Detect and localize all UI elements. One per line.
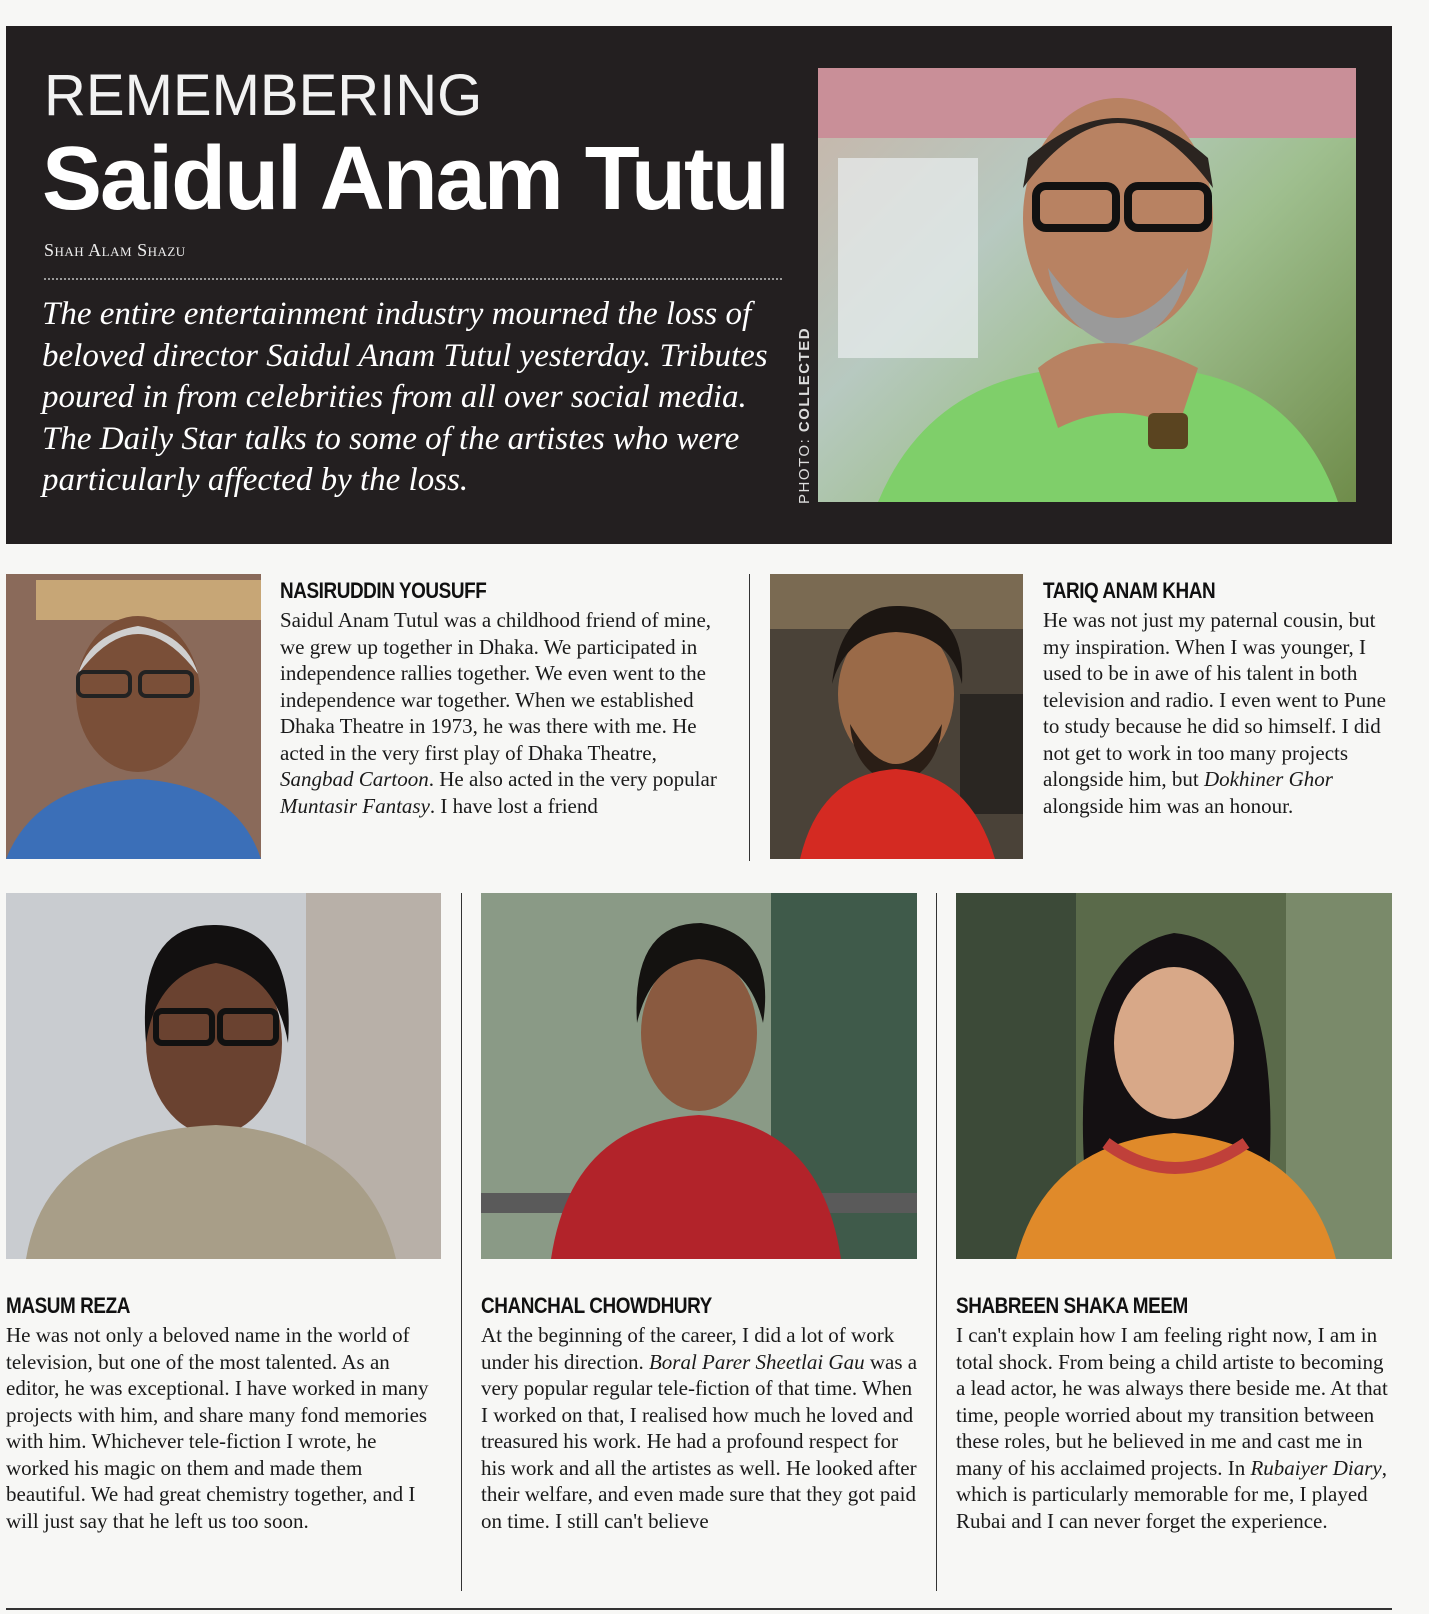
kicker: REMEMBERING (44, 63, 483, 128)
quote-text: was a very popular regular tele-fiction of that time. When I worked on that, I realised how much he loved and treasured his work. He had a profound respect for his work and all the artistes as well. He looked after their welfare, and even made sure that they got paid on time. I still can't believe (481, 1349, 918, 1533)
quote-text: I can't explain how I am feeling right now, I am in total shock. From being a child artiste to becoming a lead actor, he was always there beside me. At that time, people worried about my transition between these roles, but he believed in me and cast me in many of his acclaimed projects. In (956, 1323, 1388, 1480)
dotted-divider (44, 278, 782, 280)
portrait-illustration (956, 893, 1392, 1259)
tribute-quote (280, 607, 732, 819)
quote-text: At the beginning of the career, I did a lot of work under his direction. (481, 1323, 895, 1374)
tribute-quote (1043, 607, 1393, 819)
column-divider (461, 893, 462, 1591)
tribute-name: SHABREEN SHAKA MEEM (956, 1293, 1188, 1318)
portrait-illustration (818, 68, 1356, 502)
tribute-name: TARIQ ANAM KHAN (1043, 578, 1216, 603)
quote-text: . He also acted in the very popular (428, 767, 717, 791)
hero-portrait-photo (818, 68, 1356, 502)
portrait-illustration (770, 574, 1023, 859)
work-title: Muntasir Fantasy (280, 793, 430, 818)
bottom-rule (6, 1608, 1392, 1610)
tribute-quote (481, 1322, 923, 1534)
work-title: Rubaiyer Diary (1250, 1455, 1382, 1480)
tribute-name: NASIRUDDIN YOUSUFF (280, 578, 487, 603)
photo-credit-source: COLLECTED (796, 326, 813, 433)
portrait-photo-nasiruddin-yousuff (6, 574, 261, 859)
work-title: Dokhiner Ghor (1204, 767, 1333, 791)
headline: Saidul Anam Tutul (42, 129, 788, 229)
quote-text: Saidul Anam Tutul was a childhood friend of mine, we grew up together in Dhaka. We participated in independence rallies together. We even went to the independence war together. When we established Dhaka Theatre in 1973, he was there with me. He acted in the very first play of Dhaka Theatre, (280, 608, 712, 765)
portrait-photo-masum-reza (6, 893, 441, 1259)
tribute-quote (6, 1322, 444, 1534)
photo-credit (796, 327, 813, 504)
work-title: Sangbad Cartoon (280, 767, 429, 791)
work-title: Boral Parer Sheetlai Gau (648, 1349, 865, 1374)
tribute-quote (956, 1322, 1390, 1534)
header-banner (6, 26, 1392, 544)
portrait-illustration (481, 893, 917, 1259)
intro-text: The entire entertainment industry mourned the loss of beloved director Saidul Anam Tutul yesterday. Tributes poured in from celebrities from all over social media. The Daily Star talks to some of the artistes who were particularly affected by the loss. (42, 296, 768, 498)
column-divider (936, 893, 937, 1591)
portrait-photo-shabreen-shaka-meem (956, 893, 1392, 1259)
byline: Shah Alam Shazu (44, 240, 186, 260)
portrait-illustration (6, 574, 261, 859)
quote-text: He was not just my paternal cousin, but my inspiration. When I was younger, I used to be in awe of his talent in both television and radio. I even went to Pune to study because he did so himself. I did not get to work in too many projects alongside him, but (1043, 608, 1386, 791)
column-divider (749, 574, 750, 861)
quote-text: He was not only a beloved name in the world of television, but one of the most talented. As an editor, he was exceptional. I have worked in many projects with him, and share many fond memories with him. Whichever tele-fiction I wrote, he worked his magic on them and made them beautiful. We had great chemistry together, and I will just say that he left us too soon. (6, 1323, 429, 1533)
tribute-name: MASUM REZA (6, 1293, 130, 1318)
quote-text: , which is particularly memorable for me, I played Rubai and I can never forget the experience. (956, 1455, 1387, 1533)
portrait-photo-tariq-anam-khan (770, 574, 1023, 859)
quote-text: . I have lost a friend (429, 793, 598, 818)
portrait-illustration (6, 893, 441, 1259)
quote-text: alongside him was an honour. (1043, 793, 1294, 818)
portrait-photo-chanchal-chowdhury (481, 893, 917, 1259)
tribute-name: CHANCHAL CHOWDHURY (481, 1293, 712, 1318)
photo-credit-prefix: PHOTO: (796, 432, 813, 504)
